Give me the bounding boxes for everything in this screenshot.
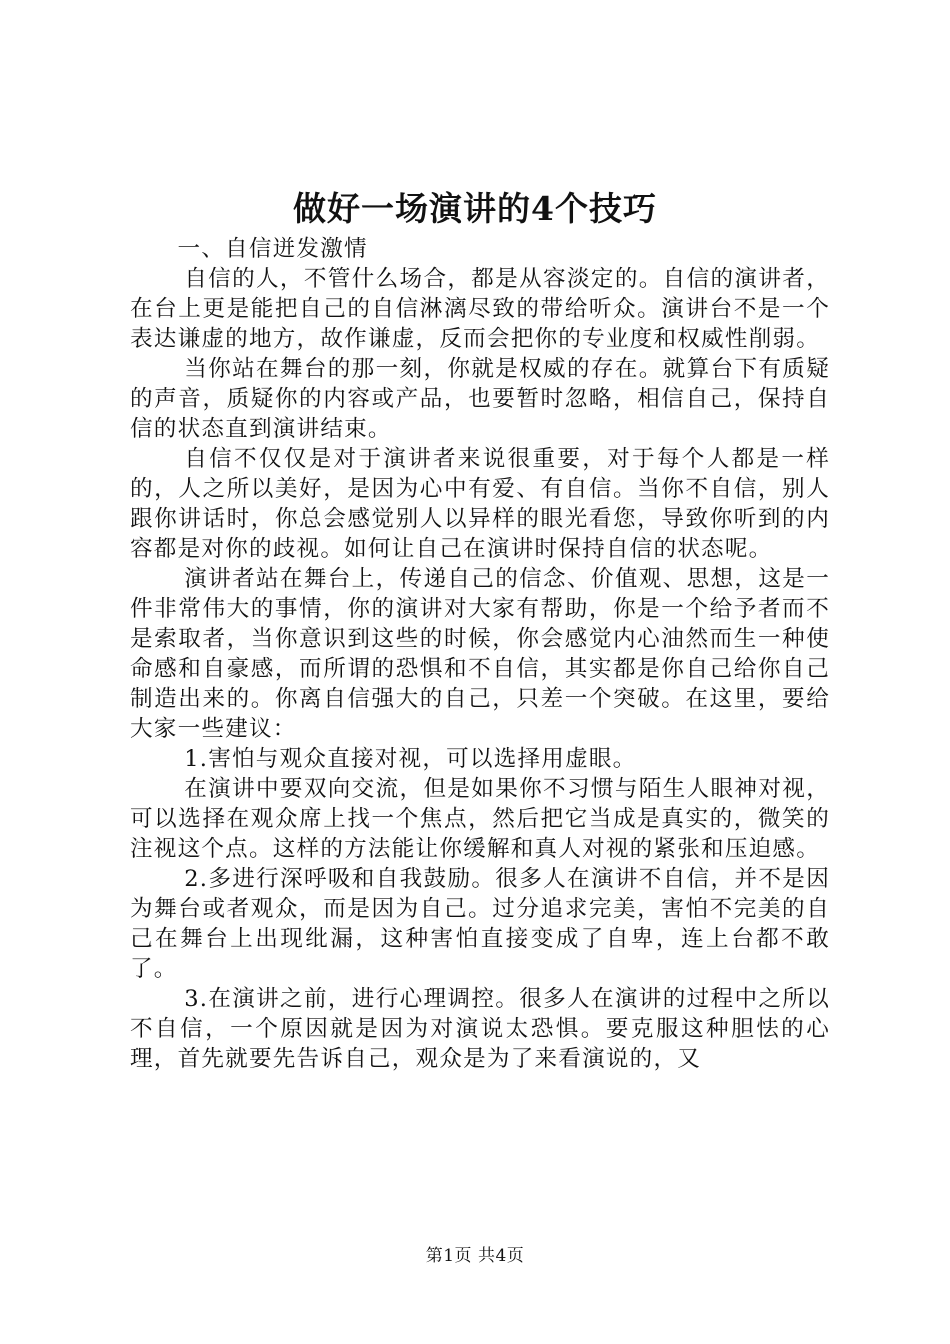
tip-item: 3.在演讲之前，进行心理调控。很多人在演讲的过程中之所以不自信，一个原因就是因为对演说太恐惧。要克服这种胆怯的心理，首先就要先告诉自己，观众是为了来看演说的，又 bbox=[130, 986, 830, 1072]
paragraph: 演讲者站在舞台上，传递自己的信念、价值观、思想，这是一件非常伟大的事情，你的演讲对大家有帮助，你是一个给予者而不是索取者，当你意识到这些的时候，你会感觉内心油然而生一种使命感和自豪感，而所谓的恐惧和不自信，其实都是你自己给你自己制造出来的。你离自信强大的自己，只差一个突破。在这里，要给大家一些建议： bbox=[130, 566, 830, 742]
section-heading: 一、自信迸发激情 bbox=[177, 236, 368, 262]
paragraph: 在演讲中要双向交流，但是如果你不习惯与陌生人眼神对视，可以选择在观众席上找一个焦点，然后把它当成是真实的，微笑的注视这个点。这样的方法能让你缓解和真人对视的紧张和压迫感。 bbox=[130, 776, 830, 862]
paragraph: 自信不仅仅是对于演讲者来说很重要，对于每个人都是一样的，人之所以美好，是因为心中有爱、有自信。当你不自信，别人跟你讲话时，你总会感觉别人以异样的眼光看您，导致你听到的内容都是对你的歧视。如何让自己在演讲时保持自信的状态呢。 bbox=[130, 446, 830, 562]
page-footer: 第1页 共4页 bbox=[425, 1246, 525, 1266]
document-title: 做好一场演讲的4个技巧 bbox=[293, 189, 657, 228]
tip-item: 1.害怕与观众直接对视，可以选择用虚眼。 bbox=[184, 746, 637, 772]
paragraph: 自信的人，不管什么场合，都是从容淡定的。自信的演讲者，在台上更是能把自己的自信淋漓尽致的带给听众。演讲台不是一个表达谦虚的地方，故作谦虚，反而会把你的专业度和权威性削弱。 bbox=[130, 266, 830, 352]
paragraph: 当你站在舞台的那一刻，你就是权威的存在。就算台下有质疑的声音，质疑你的内容或产品，也要暂时忽略，相信自己，保持自信的状态直到演讲结束。 bbox=[130, 356, 830, 442]
document-body bbox=[130, 234, 830, 1074]
tip-item: 2.多进行深呼吸和自我鼓励。很多人在演讲不自信，并不是因为舞台或者观众，而是因为自己。过分追求完美，害怕不完美的自己在舞台上出现纰漏，这种害怕直接变成了自卑，连上台都不敢了。 bbox=[130, 866, 830, 982]
